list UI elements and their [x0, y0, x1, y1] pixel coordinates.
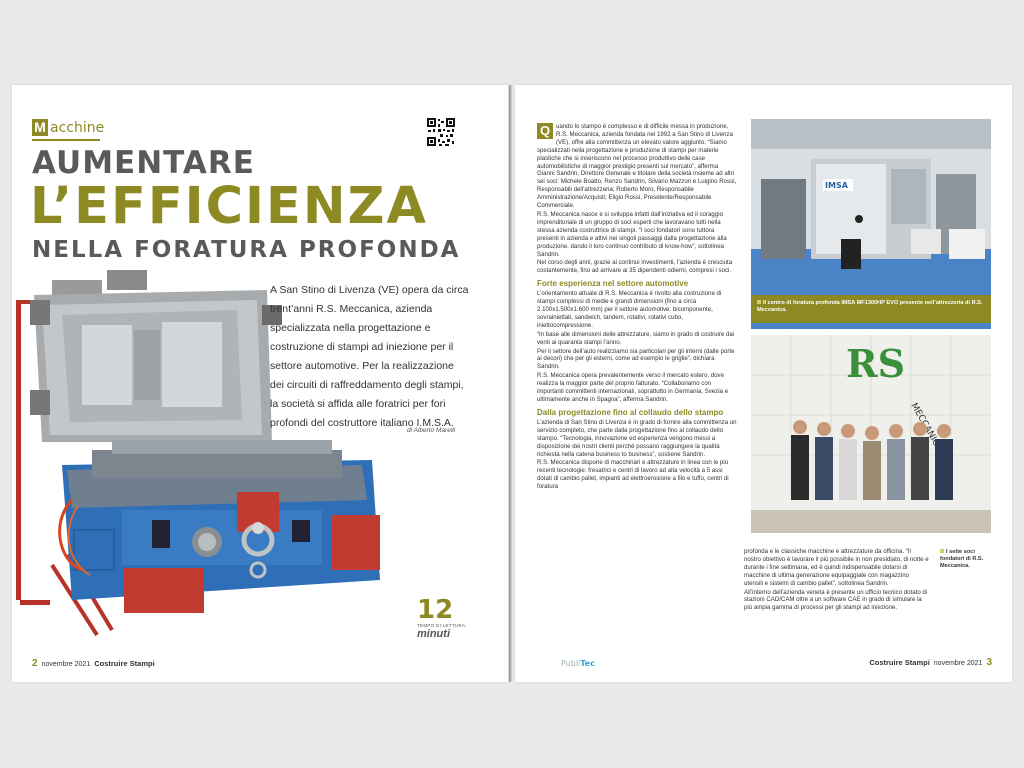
- right-page: [515, 85, 1012, 682]
- lead-paragraph: A San Stino di Livenza (VE) opera da circa trent’anni R.S. Meccanica, azienda specializzata nella progettazione e costruzione di stampi ad iniezione per il settore automotive. Per la realizzazione dei circuiti di raffreddamento degli stampi, la società si affida alle foratrici per fori profondi del costruttore italiano I.M.S.A.: [270, 284, 469, 429]
- svg-text:RS: RS: [846, 341, 906, 386]
- reading-time-unit: minuti: [417, 628, 450, 640]
- subheading: Forte esperienza nel settore automotive: [537, 279, 689, 289]
- reading-time-label: TEMPO DI LETTURA:: [417, 623, 467, 628]
- section-initial: M: [32, 119, 48, 136]
- paragraph: Per il settore dell’auto realizziamo sia particolari per gli interni (dalle porte ai decori) che per gli esterni, come ad esempio le griglie”, dichiara Sandrin.: [537, 347, 735, 371]
- folio-right: [869, 657, 992, 668]
- paragraph: profonda e le classiche macchine e attrezzature da officina. “Il nostro obiettivo è lavorare il più possibile in non presidiato, di notte e durante i fine settimana, ed è quindi indispensabile dotarsi di macchine di ultima generazione equipaggiate con magazzino utensili e sistemi di cambio pallet”, sottolinea Sandrin.: [744, 548, 929, 587]
- issue-date: novembre 2021: [41, 661, 91, 668]
- qr-code-icon[interactable]: [426, 117, 456, 147]
- page-number: 3: [986, 657, 992, 668]
- title-line-3: NELLA FORATURA PROFONDA: [32, 237, 461, 263]
- publisher-logo: PubliTec: [561, 659, 595, 668]
- article-column-1: [537, 123, 737, 492]
- team-image: [751, 335, 991, 533]
- paragraph: L’orientamento attuale di R.S. Meccanica è rivolto alla costruzione di stampi complessi di medie e grandi dimensioni (fino a circa 2.100x1.500x1.600 mm) per il settore automotive: bicomponente, sovrainiettati, sandwich, tandem, rotativi, rotativi cubo, iniettocompressione.: [537, 290, 722, 329]
- photo-caption: I sette soci fondatori di R.S. Meccanica.: [940, 549, 984, 569]
- paragraph: Nel corso degli anni, grazie ai continui investimenti, l’azienda è cresciuta costantemente, fino ad arrivare ai 35 dipendenti odierni, compresi i soci.: [537, 259, 733, 275]
- paragraph: R.S. Meccanica opera prevalentemente verso il mercato estero, dove realizza la maggior parte del proprio fatturato. “Collaboriamo con importanti committenti internazionali, soprattutto in Germania, Svezia e ultimamente anche in Spagna”, afferma Sandrin.: [537, 372, 729, 403]
- caption-marker-icon: [940, 549, 944, 553]
- article-column-2: [744, 548, 929, 613]
- drop-cap: Q: [537, 123, 553, 139]
- photo-caption: Il centro di foratura profonda IMSA MF1300HP EVO presente nell’attrezzeria di R.S. Meccanica.: [751, 295, 991, 323]
- reading-time-value: 12: [417, 595, 454, 625]
- svg-text:IMSA: IMSA: [825, 181, 848, 190]
- paragraph: “In base alle dimensioni delle attrezzature, siamo in grado di costruire dai venti ai quaranta stampi l’anno.: [537, 330, 735, 346]
- paragraph: R.S. Meccanica dispone di macchinari e attrezzature in linea con le più recenti tecnologie: fresatrici e centri di lavoro ad alta velocità a 5 assi dotati di cambio pallet, impianti ad elettroerosione a filo e tuffo, centri di foratura: [537, 459, 729, 491]
- title-line-1: AUMENTARE: [32, 145, 255, 181]
- paragraph: Q uando lo stampo è complesso e di difficile messa in produzione, R.S. Meccanica, azienda fondata nel 1992 a San Stino di Livenza (VE), offre alla committenza un elevato valore aggiunto. “Siamo specializzati nella progettazione e produzione di stampi per materie plastiche che si inseriscono nel processo produttivo delle case automobilistiche di maggior prestigio presenti sul mercato”, afferma Gianni Sandrin, Direttore Generale e titolare della società insieme ad altri sei soci: Michele Boatto, Renzo Sandrin, Silvano Mazzon e Luigino Rossi, Responsabili dell’attrezzeria; Roberto Moro, Responsabile Amministrazione/Acquisti; Eligio Rossi, Presidente/Responsabile Commerciale.: [537, 123, 737, 210]
- section-name: acchine: [50, 119, 105, 136]
- issue-date: novembre 2021: [933, 660, 983, 667]
- magazine-name: Costruire Stampi: [869, 658, 930, 667]
- paragraph: R.S. Meccanica nasce e si sviluppa infatti dall’iniziativa ed il coraggio imprenditoriale di un gruppo di soci esperti che lavoravano tutti nella stessa azienda costruttrice di stampi. “I soci fondatori sono tuttora presenti in azienda e attivi nei singoli passaggi dalla progettazione alla produzione, dando il loro continuo contributo di know-how”, sottolinea Sandrin.: [537, 210, 727, 258]
- left-page: [12, 85, 508, 682]
- subheading: Dalla progettazione fino al collaudo dello stampo: [537, 407, 724, 417]
- reading-time-badge: [417, 597, 467, 640]
- section-tag: [32, 119, 104, 136]
- founders-photo: [751, 335, 991, 533]
- folio-left: [32, 658, 155, 669]
- magazine-name: Costruire Stampi: [94, 659, 155, 668]
- paragraph: All’interno dell’azienda veneta è presente un ufficio tecnico dotato di stazioni CAD/CAM oltre a un software CAE in grado di simulare la più ampia gamma di processi per gli stampi ad iniezione.: [744, 588, 928, 612]
- section-underline: [32, 139, 100, 141]
- caption-marker-icon: [757, 300, 761, 304]
- page-number: 2: [32, 658, 38, 669]
- title-line-2: L’EFFICIENZA: [30, 177, 429, 236]
- paragraph: L’azienda di San Stino di Livenza è in grado di fornire alla committenza un servizio completo, che parte dalla progettazione fino al collaudo dello stampo. “Tecnologia, innovazione ed esperienza vengono messi a disposizione dei nostri clienti perché possano raggiungere la qualità richiesta nella catena business to business”, sostiene Sandrin.: [537, 418, 737, 458]
- book-spine: [509, 85, 513, 682]
- author-byline: di Alberto Marelli: [407, 427, 456, 434]
